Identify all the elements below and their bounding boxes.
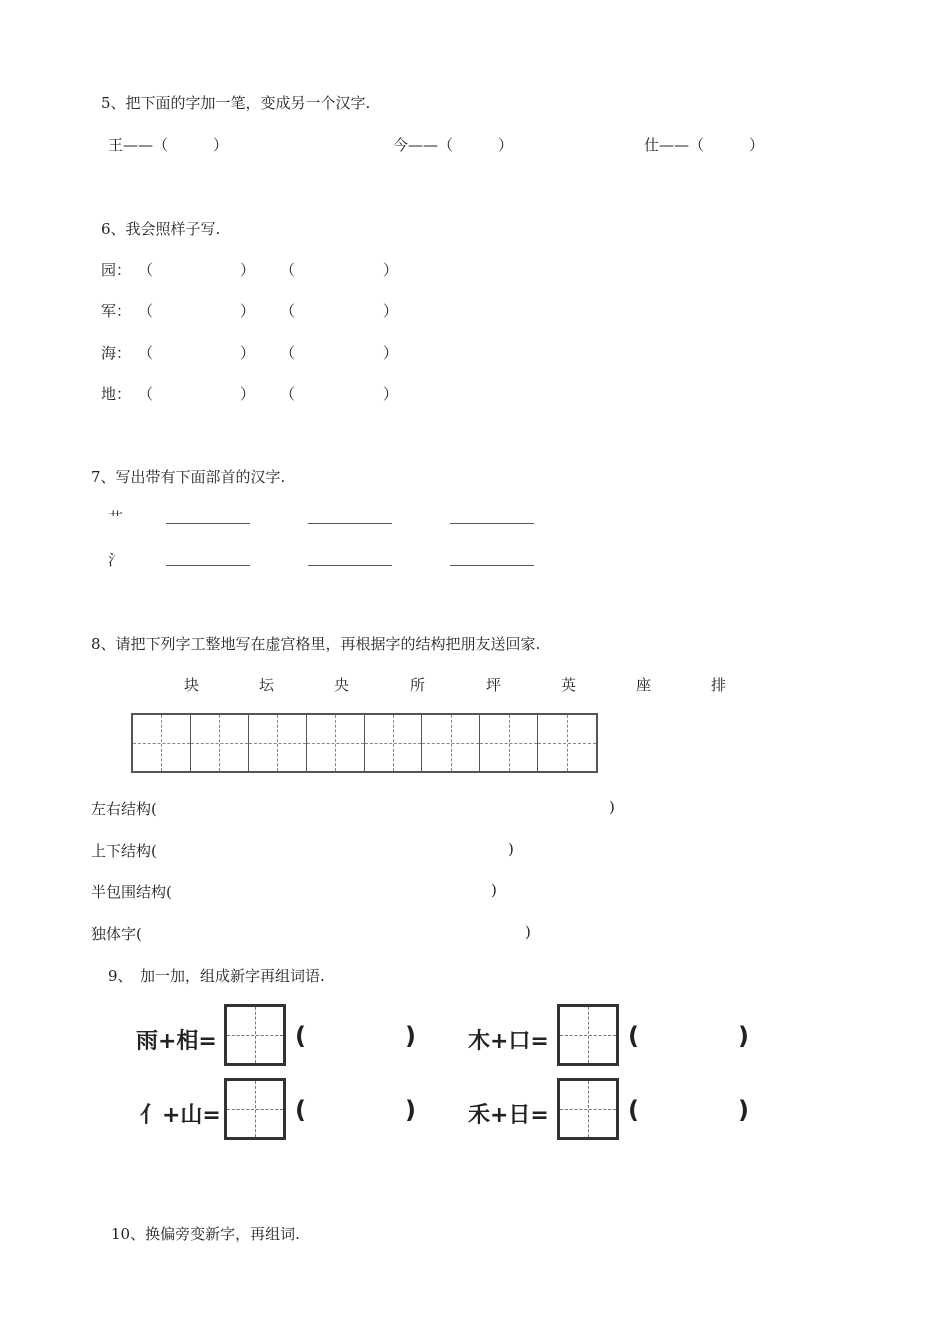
q7-radical-cao: 艹 bbox=[108, 509, 124, 527]
q8-char: 所 bbox=[410, 676, 426, 694]
q6-label-hai: 海： bbox=[101, 344, 132, 362]
q8-char: 块 bbox=[184, 676, 200, 694]
q8-char: 央 bbox=[334, 676, 350, 694]
paren-open: ( bbox=[628, 1022, 639, 1050]
q9-expr: 亻+山= bbox=[140, 1103, 221, 1128]
q6-paren-open: （ bbox=[138, 385, 154, 403]
q6-title: 6、我会照样子写. bbox=[101, 220, 221, 238]
answer-blank[interactable] bbox=[450, 564, 534, 566]
q6-paren-close: ） bbox=[383, 302, 399, 320]
q6-label-yuan: 园： bbox=[101, 261, 132, 279]
grid-cell[interactable] bbox=[133, 715, 191, 771]
tian-grid-box[interactable] bbox=[557, 1078, 619, 1140]
paren-close: ) bbox=[738, 1096, 749, 1124]
q6-paren-open: （ bbox=[280, 385, 296, 403]
q5-title: 5、把下面的字加一笔，变成另一个汉字. bbox=[101, 94, 371, 112]
q6-paren-open: （ bbox=[138, 302, 154, 320]
answer-blank[interactable] bbox=[308, 564, 392, 566]
q5-item-wang: 王——（ ） bbox=[108, 136, 229, 154]
grid-cell[interactable] bbox=[249, 715, 307, 771]
paren-close: ) bbox=[738, 1022, 749, 1050]
grid-cell[interactable] bbox=[422, 715, 480, 771]
q8-char: 排 bbox=[711, 676, 727, 694]
paren-close: ) bbox=[405, 1096, 416, 1124]
tian-grid-box[interactable] bbox=[557, 1004, 619, 1066]
q6-paren-open: （ bbox=[280, 261, 296, 279]
structure-half-enclosed: 半包围结构( bbox=[91, 883, 172, 901]
q6-paren-close: ） bbox=[383, 261, 399, 279]
q6-paren-close: ） bbox=[383, 385, 399, 403]
answer-blank[interactable] bbox=[166, 564, 250, 566]
grid-cell[interactable] bbox=[307, 715, 365, 771]
writing-grid bbox=[131, 713, 598, 773]
paren-open: ( bbox=[295, 1096, 306, 1124]
q8-char: 座 bbox=[636, 676, 652, 694]
q9-expr: 禾+日= bbox=[468, 1103, 549, 1128]
q6-paren-close: ） bbox=[240, 302, 256, 320]
q10-title: 10、换偏旁变新字，再组词. bbox=[111, 1225, 300, 1243]
q7-title: 7、写出带有下面部首的汉字. bbox=[91, 468, 286, 486]
q6-label-di: 地： bbox=[101, 385, 132, 403]
q9-expr: 雨+相= bbox=[136, 1029, 217, 1054]
q9-title: 9、 加一加，组成新字再组词语. bbox=[108, 967, 325, 985]
answer-blank[interactable] bbox=[166, 522, 250, 524]
paren-close: ) bbox=[525, 923, 531, 941]
q6-paren-close: ） bbox=[240, 344, 256, 362]
q8-char: 英 bbox=[561, 676, 577, 694]
grid-cell[interactable] bbox=[538, 715, 596, 771]
q6-paren-close: ） bbox=[383, 344, 399, 362]
q8-char: 坛 bbox=[259, 676, 275, 694]
q6-paren-open: （ bbox=[280, 302, 296, 320]
tian-grid-box[interactable] bbox=[224, 1078, 286, 1140]
structure-single: 独体字( bbox=[91, 925, 142, 943]
q7-radical-shui: 氵 bbox=[108, 551, 124, 569]
paren-close: ) bbox=[508, 840, 514, 858]
q5-item-jin: 今——（ ） bbox=[393, 136, 514, 154]
paren-open: ( bbox=[628, 1096, 639, 1124]
structure-left-right: 左右结构( bbox=[91, 800, 157, 818]
grid-cell[interactable] bbox=[480, 715, 538, 771]
paren-close: ) bbox=[491, 881, 497, 899]
grid-cell[interactable] bbox=[365, 715, 423, 771]
q6-paren-close: ） bbox=[240, 385, 256, 403]
tian-grid-box[interactable] bbox=[224, 1004, 286, 1066]
q6-paren-open: （ bbox=[280, 344, 296, 362]
q5-item-shi: 仕——（ ） bbox=[644, 136, 765, 154]
paren-open: ( bbox=[295, 1022, 306, 1050]
q6-paren-close: ） bbox=[240, 261, 256, 279]
q6-label-jun: 军： bbox=[101, 302, 132, 320]
structure-top-bottom: 上下结构( bbox=[91, 842, 157, 860]
paren-close: ) bbox=[609, 798, 615, 816]
paren-close: ) bbox=[405, 1022, 416, 1050]
grid-cell[interactable] bbox=[191, 715, 249, 771]
q9-expr: 木+口= bbox=[468, 1029, 549, 1054]
q6-paren-open: （ bbox=[138, 261, 154, 279]
q8-title: 8、请把下列字工整地写在虚宫格里，再根据字的结构把朋友送回家. bbox=[91, 635, 541, 653]
answer-blank[interactable] bbox=[450, 522, 534, 524]
q8-char: 坪 bbox=[486, 676, 502, 694]
q6-paren-open: （ bbox=[138, 344, 154, 362]
answer-blank[interactable] bbox=[308, 522, 392, 524]
